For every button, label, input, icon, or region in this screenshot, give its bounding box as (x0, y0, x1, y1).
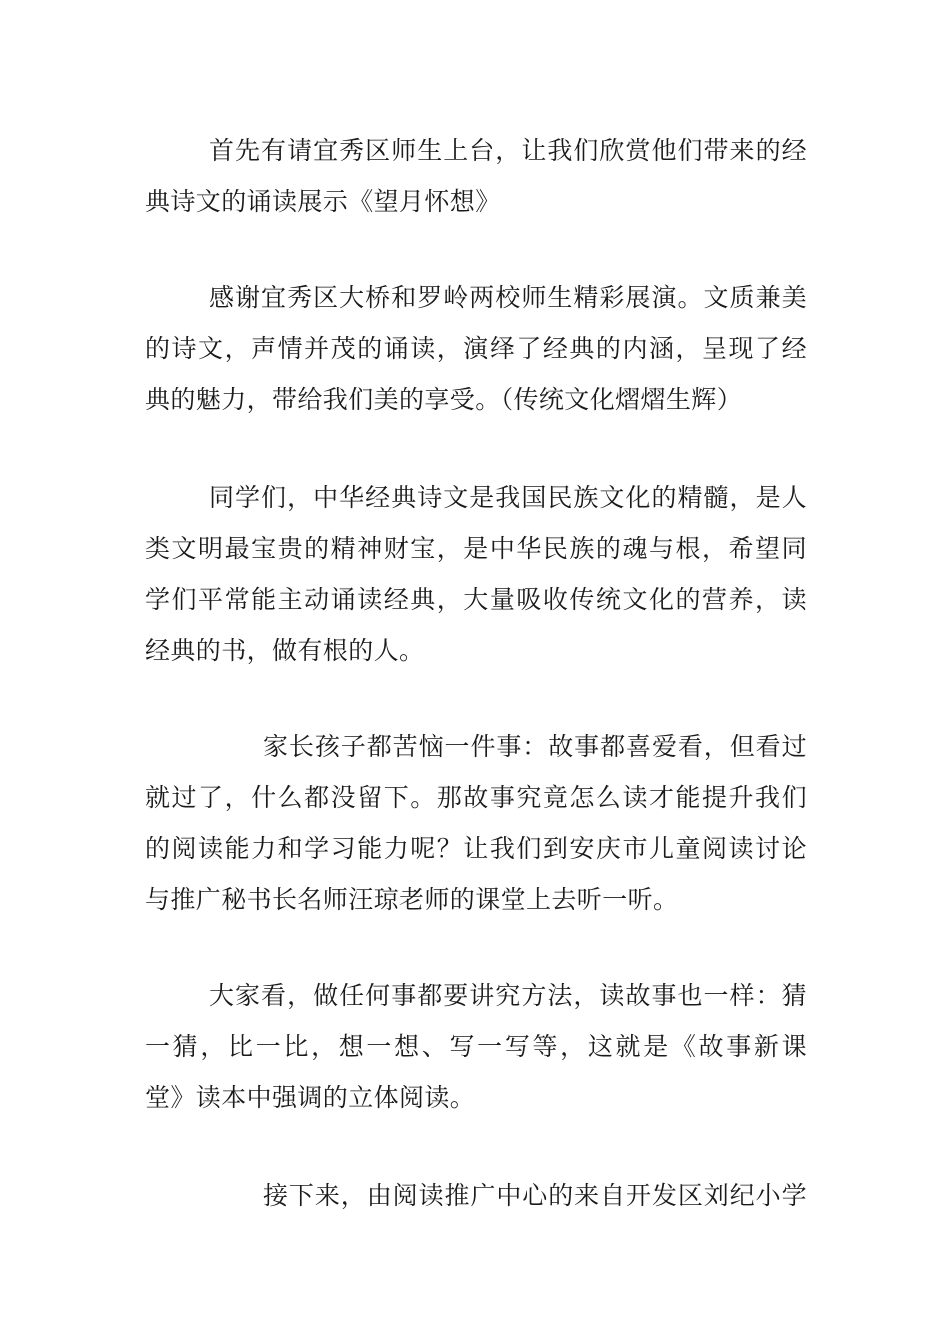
text-line: 堂》读本中强调的立体阅读。 (145, 1083, 476, 1112)
text-line: 典诗文的诵读展示《望月怀想》 (145, 187, 501, 216)
text-line: 一猜，比一比，想一想、写一写等，这就是《故事新课 (145, 1032, 807, 1061)
text-line: 类文明最宝贵的精神财宝，是中华民族的魂与根，希望同 (145, 534, 807, 563)
text-line: 学们平常能主动诵读经典，大量吸收传统文化的营养，读 (145, 585, 807, 614)
paragraph-reading-method (145, 970, 807, 1123)
text-line: 同学们，中华经典诗文是我国民族文化的精髓，是人 (209, 483, 807, 512)
text-line: 首先有请宜秀区师生上台，让我们欣赏他们带来的经 (209, 136, 807, 165)
text-line: 就过了，什么都没留下。那故事究竟怎么读才能提升我们 (145, 783, 807, 812)
text-line: 典的魅力，带给我们美的享受。（传统文化熠熠生辉） (145, 385, 743, 414)
paragraph-opening-invitation (145, 125, 807, 227)
text-line: 与推广秘书长名师汪琼老师的课堂上去听一听。 (145, 885, 679, 914)
text-line: 大家看，做任何事都要讲究方法，读故事也一样：猜 (209, 981, 807, 1010)
text-line: 经典的书，做有根的人。 (145, 636, 425, 665)
text-line: 家长孩子都苦恼一件事：故事都喜爱看，但看过 (263, 732, 807, 761)
paragraph-story-reading (145, 721, 807, 925)
text-line: 的阅读能力和学习能力呢？让我们到安庆市儿童阅读讨论 (145, 834, 807, 863)
paragraph-classics-message (145, 472, 807, 676)
paragraph-next-presenter (145, 1170, 807, 1221)
text-line: 感谢宜秀区大桥和罗岭两校师生精彩展演。文质兼美 (209, 283, 807, 312)
text-line: 的诗文，声情并茂的诵读，演绎了经典的内涵，呈现了经 (145, 334, 807, 363)
text-line: 接下来，由阅读推广中心的来自开发区刘纪小学 (263, 1181, 807, 1210)
paragraph-thanks (145, 272, 807, 425)
